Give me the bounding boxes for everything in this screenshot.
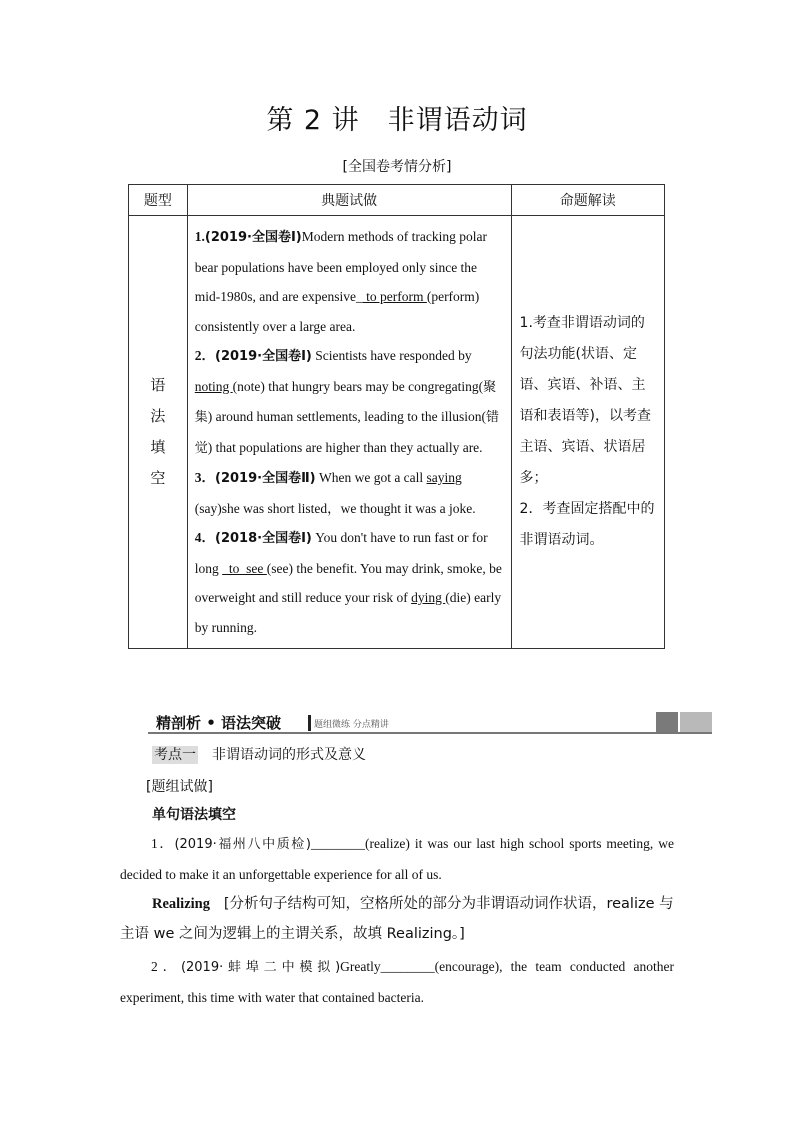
- banner-decoration-dark: [656, 712, 678, 732]
- answer-1: [120, 889, 680, 949]
- answer-word: Realizing: [152, 896, 210, 912]
- answer-blank: to see: [222, 560, 267, 576]
- banner-separator: [308, 715, 311, 731]
- exercise-section-title: 单句语法填空: [152, 807, 236, 823]
- analysis-point-2: 2．考查固定搭配中的非谓语动词。: [519, 501, 655, 548]
- kaodian-title: 非谓语动词的形式及意义: [212, 747, 366, 763]
- analysis-cell: [511, 216, 664, 649]
- banner-rule: [148, 732, 712, 734]
- table-header-type: 题型: [129, 185, 188, 216]
- example-question-3: 3．(2019·全国卷Ⅱ) When we got a call saying (say)she was short listed，we thought it was a joke.: [194, 470, 476, 516]
- example-question-2: 2．(2019·全国卷Ⅰ) Scientists have responded by noting (note) that hungry bears may be congregating(聚集) around human settlements, leading to the illusion(错觉) that populations are higher than they actually are.: [194, 348, 499, 456]
- section-subtitle: [全国卷考情分析]: [342, 159, 452, 175]
- example-question-4: 4．(2018·全国卷Ⅰ) You don't have to run fast or for long to see (see) the benefit. You may drink, smoke, be overweight and still reduce your risk of dying (die) early by running.: [194, 530, 502, 635]
- answer-blank: dying: [411, 590, 446, 605]
- analysis-point-1: 1.考查非谓语动词的句法功能(状语、定语、宾语、补语、主语和表语等)，以考查主语、宾语、状语居多；: [519, 315, 652, 486]
- type-char: 空: [150, 469, 166, 487]
- table-header-row: [129, 185, 665, 216]
- answer-blank: saying: [426, 470, 462, 485]
- type-char: 语: [150, 376, 166, 394]
- example-question-1: 1.(2019·全国卷Ⅰ)Modern methods of tracking polar bear populations have been employed only since the mid-1980s, and are expensive_ to perform (perform) consistently over a large area.: [194, 229, 487, 334]
- answer-blank: noting: [194, 378, 233, 394]
- kaodian-label: 考点一: [154, 747, 196, 763]
- table-header-analysis: 命题解读: [511, 185, 664, 216]
- type-char: 法: [150, 407, 166, 425]
- answer-explanation: [分析句子结构可知，空格所处的部分为非谓语动词作状语，realize 与主语 we 之间为逻辑上的主谓关系，故填 Realizing。]: [120, 896, 674, 942]
- exercise-1: 1．(2019·福州八中质检)________(realize) it was our last high school sports meeting, we decided to make it an unforgettable experience for all of us.: [120, 836, 674, 882]
- exercise-2: 2．(2019·蚌埠二中模拟)Greatly________(encourage), the team conducted another experiment, this time with water that contained bacteria.: [120, 959, 675, 1005]
- exercise-blank: ________: [310, 836, 365, 851]
- type-char: 填: [150, 438, 166, 456]
- exercise-blank: ________: [380, 959, 435, 974]
- example-questions-cell: [187, 216, 511, 649]
- title-lecture: 第 2 讲: [266, 105, 360, 136]
- analysis-table: [128, 184, 665, 649]
- page-title: [0, 98, 794, 137]
- banner-label: 精剖析 • 语法突破: [156, 714, 282, 732]
- banner-decoration-light: [680, 712, 712, 732]
- section-banner: [148, 712, 712, 734]
- answer-blank: to perform: [362, 289, 427, 304]
- title-topic: 非谓语动词: [387, 105, 528, 136]
- kaodian-heading: [152, 744, 366, 764]
- banner-subtitle: 题组微练 分点精讲: [314, 720, 389, 730]
- question-type-cell: [129, 216, 188, 649]
- group-title: [题组试做]: [146, 779, 213, 795]
- table-header-examples: 典题试做: [187, 185, 511, 216]
- table-row: [129, 216, 665, 649]
